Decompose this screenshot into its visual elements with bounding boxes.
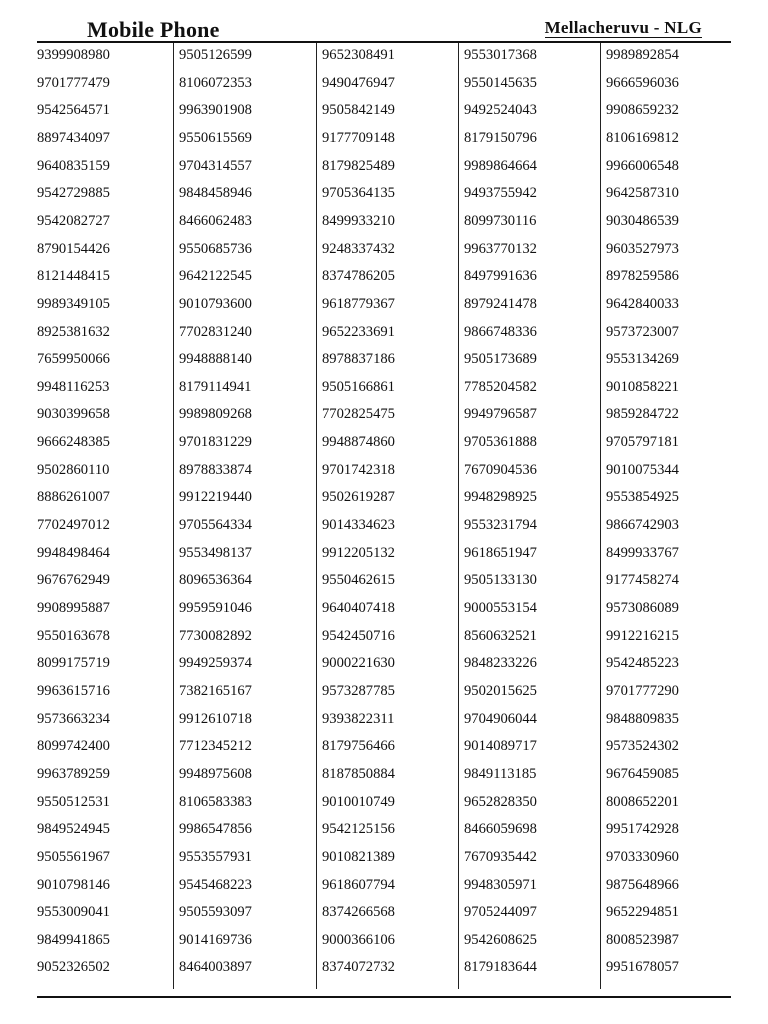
phone-number: 9676762949 xyxy=(37,572,110,589)
phone-number: 9010075344 xyxy=(606,461,679,478)
phone-column-5 xyxy=(601,43,731,989)
phone-number: 9553134269 xyxy=(606,351,679,368)
phone-number: 9573663234 xyxy=(37,710,110,727)
phone-number: 7702825475 xyxy=(322,406,395,423)
phone-number: 9573287785 xyxy=(322,682,395,699)
phone-number: 8560632521 xyxy=(464,627,537,644)
phone-number: 9875648966 xyxy=(606,876,679,893)
phone-number: 9545468223 xyxy=(179,876,252,893)
phone-number: 9550145635 xyxy=(464,74,537,91)
phone-number: 9948305971 xyxy=(464,876,537,893)
phone-number: 9948975608 xyxy=(179,765,252,782)
phone-number: 9000366106 xyxy=(322,931,395,948)
phone-number: 8886261007 xyxy=(37,489,110,506)
phone-number: 8499933210 xyxy=(322,212,395,229)
phone-number: 9859284722 xyxy=(606,406,679,423)
phone-number: 9849524945 xyxy=(37,821,110,838)
phone-number: 9542450716 xyxy=(322,627,395,644)
phone-number: 9704314557 xyxy=(179,157,252,174)
phone-number: 9493755942 xyxy=(464,185,537,202)
phone-number: 9618607794 xyxy=(322,876,395,893)
phone-number: 9553557931 xyxy=(179,848,252,865)
phone-number: 9030486539 xyxy=(606,212,679,229)
phone-number: 9704906044 xyxy=(464,710,537,727)
location-label: Mellacheruvu - NLG xyxy=(544,18,702,37)
phone-number: 9492524043 xyxy=(464,102,537,119)
phone-number: 9010010749 xyxy=(322,793,395,810)
phone-number: 9505842149 xyxy=(322,102,395,119)
phone-number: 7670904536 xyxy=(464,461,537,478)
phone-number: 8096536364 xyxy=(179,572,252,589)
phone-number: 9014089717 xyxy=(464,738,537,755)
phone-number: 9948874860 xyxy=(322,434,395,451)
phone-number: 8179756466 xyxy=(322,738,395,755)
phone-number: 9542485223 xyxy=(606,655,679,672)
phone-number: 9676459085 xyxy=(606,765,679,782)
phone-number: 9652828350 xyxy=(464,793,537,810)
phone-number: 8978833874 xyxy=(179,461,252,478)
phone-number: 9014334623 xyxy=(322,517,395,534)
phone-number: 7702497012 xyxy=(37,517,110,534)
phone-number: 9652233691 xyxy=(322,323,395,340)
phone-number: 9963901908 xyxy=(179,102,252,119)
phone-number: 7785204582 xyxy=(464,378,537,395)
phone-number: 9000553154 xyxy=(464,600,537,616)
phone-number: 9642840033 xyxy=(606,295,679,312)
phone-number: 9666248385 xyxy=(37,434,110,451)
phone-number: 9542082727 xyxy=(37,212,110,229)
phone-number: 9505126599 xyxy=(179,47,252,63)
phone-number: 9399908980 xyxy=(37,47,110,63)
phone-number: 9014169736 xyxy=(179,931,252,948)
phone-number: 9505561967 xyxy=(37,848,110,865)
phone-number: 9603527973 xyxy=(606,240,679,257)
phone-number: 9703330960 xyxy=(606,848,679,865)
phone-number: 9618779367 xyxy=(322,295,395,312)
phone-number: 9505173689 xyxy=(464,351,537,368)
phone-number: 9505133130 xyxy=(464,572,537,589)
phone-number: 9705244097 xyxy=(464,904,537,921)
phone-number: 9951742928 xyxy=(606,821,679,838)
phone-number: 9948116253 xyxy=(37,378,110,395)
phone-number: 9550685736 xyxy=(179,240,252,257)
phone-number: 9502619287 xyxy=(322,489,395,506)
phone-number: 7702831240 xyxy=(179,323,252,340)
phone-number: 9640835159 xyxy=(37,157,110,174)
phone-number: 9963770132 xyxy=(464,240,537,257)
phone-number: 9705797181 xyxy=(606,434,679,451)
phone-number: 9502015625 xyxy=(464,682,537,699)
phone-number: 8121448415 xyxy=(37,268,110,285)
phone-number: 9701831229 xyxy=(179,434,252,451)
phone-number: 7382165167 xyxy=(179,682,252,699)
phone-number: 9948498464 xyxy=(37,544,110,561)
phone-column-3 xyxy=(317,43,459,989)
phone-number: 9701742318 xyxy=(322,461,395,478)
phone-column-4 xyxy=(459,43,601,989)
phone-number: 9989892854 xyxy=(606,47,679,63)
phone-number: 8106072353 xyxy=(179,74,252,91)
phone-number: 9010858221 xyxy=(606,378,679,395)
phone-number: 9010821389 xyxy=(322,848,395,865)
phone-number: 7730082892 xyxy=(179,627,252,644)
phone-number: 8106169812 xyxy=(606,129,679,146)
phone-number: 8925381632 xyxy=(37,323,110,340)
phone-number: 8466062483 xyxy=(179,212,252,229)
phone-number: 8106583383 xyxy=(179,793,252,810)
phone-number: 8008652201 xyxy=(606,793,679,810)
phone-number: 9848233226 xyxy=(464,655,537,672)
phone-number: 9248337432 xyxy=(322,240,395,257)
phone-number: 9948888140 xyxy=(179,351,252,368)
phone-number: 9951678057 xyxy=(606,959,679,976)
phone-number: 9705364135 xyxy=(322,185,395,202)
phone-number: 8978837186 xyxy=(322,351,395,368)
phone-number: 9908995887 xyxy=(37,600,110,616)
phone-number: 9030399658 xyxy=(37,406,110,423)
phone-number: 9573524302 xyxy=(606,738,679,755)
phone-number: 9542564571 xyxy=(37,102,110,119)
phone-number: 8979241478 xyxy=(464,295,537,312)
phone-column-2 xyxy=(174,43,317,989)
phone-number: 9959591046 xyxy=(179,600,252,616)
phone-number: 9542729885 xyxy=(37,185,110,202)
phone-number: 9550163678 xyxy=(37,627,110,644)
phone-number: 9393822311 xyxy=(322,710,395,727)
phone-number: 8179150796 xyxy=(464,129,537,146)
phone-number: 8179183644 xyxy=(464,959,537,976)
footer-rule xyxy=(37,996,731,998)
phone-number: 9848809835 xyxy=(606,710,679,727)
phone-number: 8897434097 xyxy=(37,129,110,146)
phone-number: 9505593097 xyxy=(179,904,252,921)
phone-number: 9553009041 xyxy=(37,904,110,921)
phone-number: 8374786205 xyxy=(322,268,395,285)
phone-number: 9989864664 xyxy=(464,157,537,174)
phone-number: 9573723007 xyxy=(606,323,679,340)
phone-number: 9666596036 xyxy=(606,74,679,91)
phone-column-1 xyxy=(37,43,174,989)
phone-number: 9989349105 xyxy=(37,295,110,312)
phone-number: 9949259374 xyxy=(179,655,252,672)
phone-number: 9989809268 xyxy=(179,406,252,423)
phone-number: 9550615569 xyxy=(179,129,252,146)
phone-number: 7659950066 xyxy=(37,351,110,368)
phone-number: 9849941865 xyxy=(37,931,110,948)
phone-number: 9966006548 xyxy=(606,157,679,174)
phone-number: 8790154426 xyxy=(37,240,110,257)
phone-number: 9848458946 xyxy=(179,185,252,202)
page-title: Mobile Phone xyxy=(87,17,220,42)
phone-number: 8497991636 xyxy=(464,268,537,285)
phone-number: 8499933767 xyxy=(606,544,679,561)
phone-number: 8374266568 xyxy=(322,904,395,921)
phone-number: 8374072732 xyxy=(322,959,395,976)
phone-number: 9948298925 xyxy=(464,489,537,506)
phone-number: 8187850884 xyxy=(322,765,395,782)
phone-number: 7670935442 xyxy=(464,848,537,865)
phone-number: 9505166861 xyxy=(322,378,395,395)
phone-number: 8466059698 xyxy=(464,821,537,838)
phone-number: 9963615716 xyxy=(37,682,110,699)
phone-number: 8464003897 xyxy=(179,959,252,976)
phone-number: 9553854925 xyxy=(606,489,679,506)
phone-number: 9866748336 xyxy=(464,323,537,340)
phone-number: 9052326502 xyxy=(37,959,110,976)
phone-number: 9701777290 xyxy=(606,682,679,699)
phone-number: 9701777479 xyxy=(37,74,110,91)
phone-number: 8978259586 xyxy=(606,268,679,285)
phone-number: 9550512531 xyxy=(37,793,110,810)
phone-number: 9542125156 xyxy=(322,821,395,838)
phone-number: 9640407418 xyxy=(322,600,395,616)
phone-number: 8099742400 xyxy=(37,738,110,755)
phone-number: 9000221630 xyxy=(322,655,395,672)
phone-number: 9553231794 xyxy=(464,517,537,534)
phone-number: 9642587310 xyxy=(606,185,679,202)
phone-number: 9912219440 xyxy=(179,489,252,506)
phone-number: 9010793600 xyxy=(179,295,252,312)
phone-number: 9642122545 xyxy=(179,268,252,285)
phone-number: 9573086089 xyxy=(606,600,679,616)
phone-number: 9177709148 xyxy=(322,129,395,146)
phone-number: 9963789259 xyxy=(37,765,110,782)
phone-number: 9652308491 xyxy=(322,47,395,63)
phone-number: 9490476947 xyxy=(322,74,395,91)
phone-number: 9986547856 xyxy=(179,821,252,838)
phone-number: 9553498137 xyxy=(179,544,252,561)
phone-number: 9705361888 xyxy=(464,434,537,451)
phone-number-grid xyxy=(37,43,731,989)
phone-number: 9866742903 xyxy=(606,517,679,534)
phone-number: 8099730116 xyxy=(464,212,537,229)
phone-number: 9010798146 xyxy=(37,876,110,893)
phone-number: 9502860110 xyxy=(37,461,110,478)
phone-number: 9949796587 xyxy=(464,406,537,423)
phone-number: 9705564334 xyxy=(179,517,252,534)
phone-number: 8099175719 xyxy=(37,655,110,672)
phone-number: 9849113185 xyxy=(464,765,537,782)
phone-number: 9912205132 xyxy=(322,544,395,561)
phone-number: 9652294851 xyxy=(606,904,679,921)
phone-number: 9912216215 xyxy=(606,627,679,644)
phone-number: 8179114941 xyxy=(179,378,252,395)
phone-number: 7712345212 xyxy=(179,738,252,755)
phone-number: 9550462615 xyxy=(322,572,395,589)
phone-number: 9553017368 xyxy=(464,47,537,63)
phone-number: 9908659232 xyxy=(606,102,679,119)
phone-number: 9177458274 xyxy=(606,572,679,589)
phone-number: 8179825489 xyxy=(322,157,395,174)
phone-number: 9618651947 xyxy=(464,544,537,561)
phone-number: 9542608625 xyxy=(464,931,537,948)
phone-number: 8008523987 xyxy=(606,931,679,948)
phone-number: 9912610718 xyxy=(179,710,252,727)
